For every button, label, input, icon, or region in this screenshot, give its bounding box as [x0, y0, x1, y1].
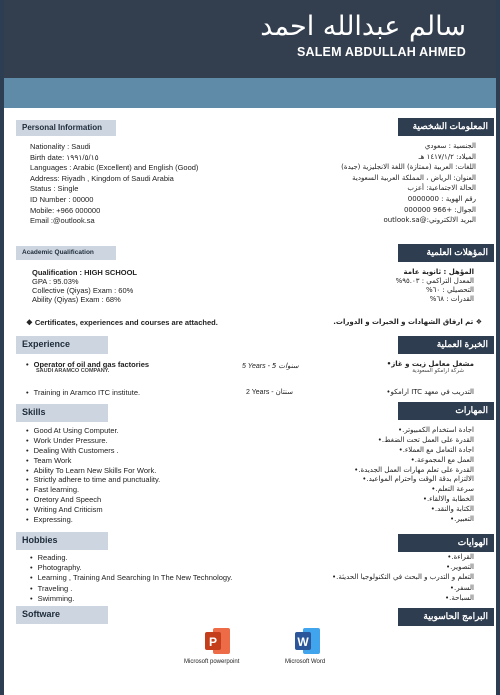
- hobby-item-ar: السفر. •: [274, 584, 474, 594]
- personal-line: ID Number : 00000: [30, 194, 94, 204]
- skill-item-ar: التعبير. •: [274, 515, 474, 525]
- diamond-bullet-icon: ❖: [26, 318, 35, 327]
- section-software-ar: البرامج الحاسوبية: [398, 608, 494, 626]
- personal-list-en: [30, 142, 230, 227]
- section-experience-en: Experience: [16, 336, 108, 354]
- experience-role: • Training in Aramco ITC institute.: [26, 388, 226, 399]
- qualification-line: Ability (Qiyas) Exam : 68%: [32, 295, 121, 304]
- header-band: [4, 78, 496, 108]
- experience-list-en: [26, 360, 226, 399]
- hobby-item: • Learning , Training And Searching In The New Technology.: [30, 573, 270, 583]
- skill-item: • Strictly adhere to time and punctuality.: [26, 475, 226, 485]
- word-icon: [294, 626, 322, 656]
- qualification-list-ar: [274, 268, 474, 304]
- attachments-note-en: ❖ Certificates, experiences and courses are attached.: [26, 318, 218, 327]
- skill-item: • Good At Using Computer.: [26, 426, 226, 436]
- skill-item-ar: الالتزام بدقة الوقت واحترام المواعيد. •: [274, 475, 474, 485]
- skill-item: • Fast learning.: [26, 485, 226, 495]
- section-hobbies-ar: الهوايات: [398, 534, 494, 552]
- section-qualification-en: Academic Qualification: [16, 246, 116, 260]
- qualification-line-ar: التحصيلي : ٦٠%: [425, 286, 474, 294]
- personal-line: Address: Riyadh , Kingdom of Saudi Arabia: [30, 173, 174, 183]
- personal-line: Mobile: +966 000000: [30, 205, 101, 215]
- powerpoint-icon: [204, 626, 232, 656]
- header: [4, 0, 496, 78]
- skills-list-ar: [274, 426, 474, 525]
- section-personal-info-ar: المعلومات الشخصية: [398, 118, 494, 136]
- section-personal-info-en: Personal Information: [16, 120, 116, 136]
- skill-item-ar: القدرة على العمل تحت الضغط. •: [274, 436, 474, 446]
- skill-item: • Ability To Learn New Skills For Work.: [26, 466, 226, 476]
- qualification-line-ar: المعدل التراكمي : ٩٥.٠٣%: [395, 277, 474, 285]
- hobby-item-ar: السباحة. •: [274, 594, 474, 604]
- skills-list-en: [26, 426, 226, 525]
- word-label: Microsoft Word: [285, 659, 326, 665]
- personal-line-ar: الجوال: +966 000000: [403, 205, 476, 214]
- name-english: SALEM ABDULLAH AHMED: [296, 45, 466, 59]
- personal-line: Nationality : Saudi: [30, 142, 91, 151]
- qualification-title: Qualification : HIGH SCHOOL: [32, 268, 138, 277]
- qualification-list-en: [32, 268, 232, 304]
- qualification-line: Collective (Qiyas) Exam : 60%: [32, 286, 134, 295]
- hobby-item: • Swimming.: [30, 594, 270, 604]
- svg-text:P: P: [208, 635, 218, 649]
- skill-item-ar: اجادة استخدام الكمبيوتر. •: [274, 426, 474, 436]
- skill-item: • Team Work: [26, 456, 226, 466]
- section-qualification-ar: المؤهلات العلمية: [398, 244, 494, 262]
- skill-item-ar: سرعة التعلم. •: [274, 485, 474, 495]
- personal-line: Status : Single: [30, 184, 79, 194]
- skill-item: • Writing And Criticism: [26, 505, 226, 515]
- section-skills-en: Skills: [16, 404, 108, 422]
- experience-role: • Operator of oil and gas factories: [26, 360, 226, 368]
- personal-line-ar: الجنسية : سعودي: [424, 142, 476, 150]
- hobby-item: • Photography.: [30, 563, 270, 573]
- experience-role-ar: التدريب في معهد ITC ارامكو •: [324, 388, 474, 399]
- personal-line: Languages : Arabic (Excellent) and English (Good): [30, 163, 199, 173]
- skill-item: • Dealing With Customers .: [26, 446, 226, 456]
- section-hobbies-en: Hobbies: [16, 532, 108, 550]
- experience-list-ar: [324, 360, 474, 399]
- skill-item-ar: القدرة على تعلم مهارات العمل الجديدة. •: [274, 466, 474, 476]
- personal-line-ar: اللغات: العربية (ممتازة) اللغة الانجليزية (جيدة): [341, 163, 476, 172]
- experience-company-ar: شركة ارامكو السعودية: [412, 368, 464, 374]
- experience-company: SAUDI ARAMCO COMPANY.: [36, 368, 110, 374]
- qualification-line-ar: القدرات : ٦٨%: [429, 295, 474, 303]
- hobbies-list-en: [30, 553, 270, 604]
- attachments-note-ar: ❖ تم ارفاق الشهادات و الخبرات و الدورات.: [333, 318, 482, 326]
- skill-item-ar: الكتابة والنقد. •: [274, 505, 474, 515]
- section-experience-ar: الخبرة العملية: [398, 336, 494, 354]
- diamond-bullet-icon: ❖: [473, 318, 482, 326]
- section-software-en: Software: [16, 606, 108, 624]
- personal-line: Birth date: ١٩٩١/٥/١٥: [30, 152, 99, 162]
- experience-duration-2: 2 Years - سنتان: [246, 388, 293, 396]
- experience-role-ar: مشغل معامل زيت و غاز •: [324, 360, 474, 368]
- powerpoint-label: Microsoft powerpoint: [184, 659, 240, 665]
- name-arabic: سالم عبدالله احمد: [260, 11, 466, 42]
- personal-list-ar: [276, 142, 476, 227]
- skill-item: • Oretory And Speech: [26, 495, 226, 505]
- hobby-item: • Reading.: [30, 553, 270, 563]
- personal-line-ar: العنوان: الرياض ، المملكة العربية السعودية: [352, 173, 476, 182]
- hobbies-list-ar: [274, 553, 474, 604]
- personal-line: Email :@outlook.sa: [30, 216, 95, 226]
- svg-text:W: W: [297, 635, 309, 649]
- section-skills-ar: المهارات: [398, 402, 494, 420]
- skill-item-ar: اجادة التعامل مع العملاء. •: [274, 446, 474, 456]
- personal-line-ar: الحالة الاجتماعية: أعزب: [407, 184, 476, 193]
- personal-line-ar: رقم الهوية : 0000000: [407, 194, 476, 203]
- personal-line-ar: الميلاد: ١٤١٧/١/٢ هـ: [418, 152, 476, 161]
- skill-item: • Work Under Pressure.: [26, 436, 226, 446]
- hobby-item-ar: القراءة. •: [274, 553, 474, 563]
- hobby-item-ar: التصوير. •: [274, 563, 474, 573]
- skill-item: • Expressing.: [26, 515, 226, 525]
- hobby-item-ar: التعلم و التدرب و البحث في التكنولوجيا الحديثة. •: [274, 573, 474, 583]
- experience-duration-1: 5 Years - 5 سنوات: [242, 362, 299, 370]
- qualification-line: GPA : 95.03%: [32, 277, 79, 286]
- skill-item-ar: العمل مع المجموعة. •: [274, 456, 474, 466]
- skill-item-ar: الخطابة والالقاء. •: [274, 495, 474, 505]
- personal-line-ar: البريد الالكتروني:@outlook.sa: [383, 216, 476, 225]
- hobby-item: • Traveling .: [30, 584, 270, 594]
- qualification-title-ar: المؤهل : ثانوية عامة: [403, 268, 474, 276]
